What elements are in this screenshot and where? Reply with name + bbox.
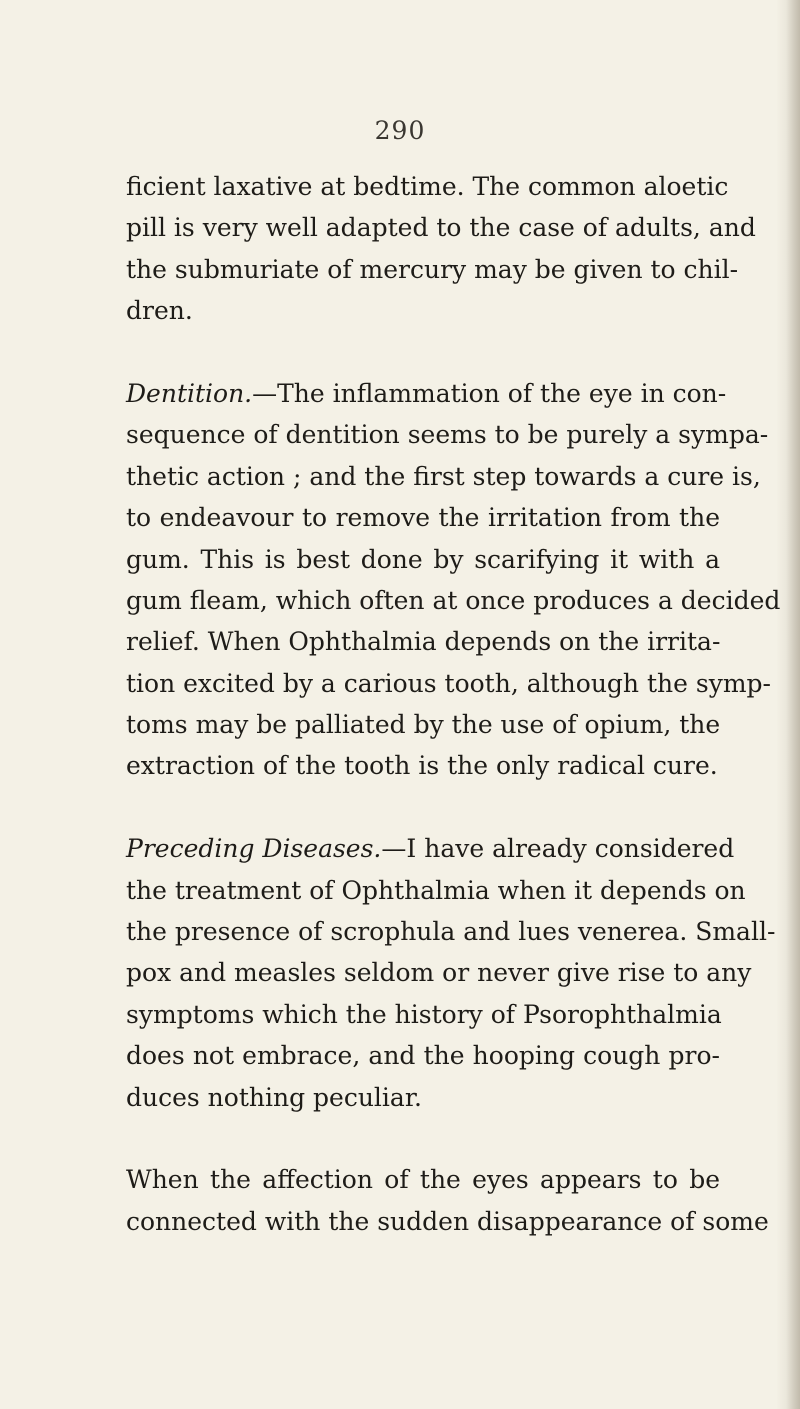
- text-line: ficient laxative at bedtime. The common aloetic: [126, 172, 729, 201]
- text-line: sequence of dentition seems to be purely a sympa-: [126, 420, 769, 450]
- text-line: [126, 373, 727, 414]
- paragraph: [126, 373, 781, 787]
- text-line: tion excited by a carious tooth, although the symp-: [126, 668, 771, 698]
- text-line: does not embrace, and the hooping cough pro-: [126, 1041, 720, 1071]
- text-line: extraction of the tooth is the only radical cure.: [126, 751, 718, 781]
- paragraph: [126, 166, 756, 332]
- text-line: pox and measles seldom or never give rise to any: [126, 958, 752, 988]
- text-line: When the affection of the eyes appears to be: [126, 1165, 720, 1195]
- text-line: relief. When Ophthalmia depends on the irrita-: [126, 627, 721, 657]
- text-line: toms may be palliated by the use of opium, the: [126, 710, 721, 740]
- paragraph: [126, 828, 776, 1118]
- paragraph-gap: [126, 1118, 720, 1159]
- section-heading: Preceding Diseases.: [126, 834, 382, 864]
- body-text: [126, 166, 781, 1242]
- page-number: 290: [374, 116, 426, 145]
- text-line: thetic action ; and the first step towards a cure is,: [126, 461, 761, 491]
- section-heading: Dentition.: [126, 378, 253, 408]
- text-line: to endeavour to remove the irritation from the: [126, 503, 720, 533]
- paragraph: [126, 1159, 769, 1242]
- text-fragment: —The inflammation of the eye in con-: [252, 378, 727, 408]
- text-line: the submuriate of mercury may be given to chil-: [126, 254, 739, 284]
- paragraph-gap: [126, 332, 720, 373]
- text-line: the treatment of Ophthalmia when it depends on: [126, 875, 746, 905]
- text-line: the presence of scrophula and lues venerea. Small-: [126, 917, 776, 947]
- text-line: connected with the sudden disappearance of some: [126, 1206, 769, 1236]
- text-line: pill is very well adapted to the case of adults, and: [126, 213, 756, 243]
- text-fragment: —I have already considered: [381, 834, 735, 864]
- text-line: duces nothing peculiar.: [126, 1082, 422, 1112]
- page-edge-shadow: [786, 0, 800, 1409]
- text-line: gum fleam, which often at once produces a decided: [126, 585, 781, 615]
- text-line: [126, 828, 735, 869]
- text-line: gum. This is best done by scarifying it with a: [126, 544, 720, 574]
- paragraph-gap: [126, 787, 720, 828]
- text-line: dren.: [126, 296, 193, 326]
- text-line: symptoms which the history of Psorophthalmia: [126, 999, 722, 1029]
